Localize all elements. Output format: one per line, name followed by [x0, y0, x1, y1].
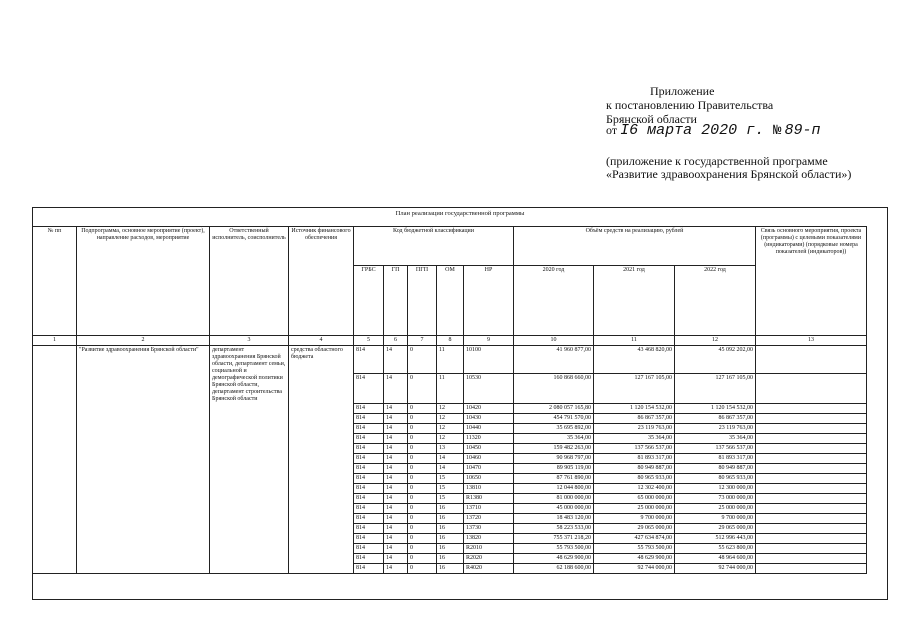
amount-2022-cell: 35 364,00: [675, 434, 756, 444]
pgp-cell: 0: [408, 534, 437, 544]
decree-date-line: [606, 124, 821, 138]
col-number: 6: [384, 336, 408, 346]
pgp-cell: 0: [408, 464, 437, 474]
pgp-cell: 0: [408, 444, 437, 454]
amount-2020-cell: 90 968 797,00: [514, 454, 594, 464]
amount-2022-cell: 55 623 800,00: [675, 544, 756, 554]
amount-2021-cell: 80 949 887,00: [594, 464, 675, 474]
amount-2022-cell: 73 000 000,00: [675, 494, 756, 504]
col-head-2020: 2020 год: [514, 266, 594, 336]
om-cell: 16: [437, 534, 464, 544]
amount-2021-cell: 80 965 933,00: [594, 474, 675, 484]
link-cell: [756, 524, 867, 534]
amount-2020-cell: 35 695 892,00: [514, 424, 594, 434]
grbs-cell: 814: [354, 554, 384, 564]
col-head-2022: 2022 год: [675, 266, 756, 336]
amount-2020-cell: 160 868 660,00: [514, 374, 594, 404]
executor-cell: департамент здравоохранения Брянской области, департамент семьи, социальной и демографической политики Брянской области, департамент строительства Брянской области: [210, 346, 289, 574]
amount-2022-cell: 92 744 000,00: [675, 564, 756, 574]
col-head-2021: 2021 год: [594, 266, 675, 336]
amount-2020-cell: 35 364,00: [514, 434, 594, 444]
col-head-volume: Объём средств на реализацию, рублей: [514, 227, 756, 266]
om-cell: 13: [437, 444, 464, 454]
data-rows: [33, 346, 867, 574]
amount-2021-cell: 35 364,00: [594, 434, 675, 444]
plan-table: [32, 226, 867, 574]
link-cell: [756, 454, 867, 464]
decree-reference: к постановлению Правительства: [606, 98, 774, 112]
om-cell: 14: [437, 454, 464, 464]
amount-2020-cell: 48 629 900,00: [514, 554, 594, 564]
nr-cell: 10440: [464, 424, 514, 434]
amount-2022-cell: 1 120 154 532,00: [675, 404, 756, 414]
amount-2020-cell: 12 044 800,00: [514, 484, 594, 494]
link-cell: [756, 514, 867, 524]
nr-cell: 11320: [464, 434, 514, 444]
gp-cell: 14: [384, 494, 408, 504]
col-head-om: ОМ: [437, 266, 464, 336]
nr-cell: 13730: [464, 524, 514, 534]
pgp-cell: 0: [408, 346, 437, 374]
grbs-cell: 814: [354, 454, 384, 464]
pgp-cell: 0: [408, 454, 437, 464]
link-cell: [756, 464, 867, 474]
amount-2021-cell: 12 302 400,00: [594, 484, 675, 494]
col-number: 2: [77, 336, 210, 346]
grbs-cell: 814: [354, 374, 384, 404]
col-head-source: Источник финансового обеспечения: [289, 227, 354, 336]
nr-cell: 10450: [464, 444, 514, 454]
grbs-cell: 814: [354, 524, 384, 534]
gp-cell: 14: [384, 434, 408, 444]
link-cell: [756, 474, 867, 484]
nr-cell: 13820: [464, 534, 514, 544]
gp-cell: 14: [384, 346, 408, 374]
grbs-cell: 814: [354, 564, 384, 574]
amount-2022-cell: 23 119 763,00: [675, 424, 756, 434]
col-number: 1: [33, 336, 77, 346]
link-cell: [756, 534, 867, 544]
col-head-num: № пп: [33, 227, 77, 336]
grbs-cell: 814: [354, 534, 384, 544]
link-cell: [756, 564, 867, 574]
om-cell: 12: [437, 414, 464, 424]
grbs-cell: 814: [354, 504, 384, 514]
amount-2022-cell: 127 167 105,00: [675, 374, 756, 404]
amount-2021-cell: 25 000 000,00: [594, 504, 675, 514]
program-name-cell: "Развитие здравоохранения Брянской области": [77, 346, 210, 574]
gp-cell: 14: [384, 464, 408, 474]
link-cell: [756, 484, 867, 494]
col-head-nr: НР: [464, 266, 514, 336]
gp-cell: 14: [384, 564, 408, 574]
col-head-budget-code: Код бюджетной классификации: [354, 227, 514, 266]
amount-2022-cell: 81 893 317,00: [675, 454, 756, 464]
om-cell: 16: [437, 564, 464, 574]
amount-2021-cell: 81 893 317,00: [594, 454, 675, 464]
amount-2021-cell: 29 065 000,00: [594, 524, 675, 534]
amount-2022-cell: 45 092 202,00: [675, 346, 756, 374]
gp-cell: 14: [384, 404, 408, 414]
col-number: 4: [289, 336, 354, 346]
amount-2021-cell: 137 566 537,00: [594, 444, 675, 454]
gp-cell: 14: [384, 474, 408, 484]
om-cell: 16: [437, 544, 464, 554]
om-cell: 15: [437, 494, 464, 504]
nr-cell: 10420: [464, 404, 514, 414]
link-cell: [756, 414, 867, 424]
col-head-subprogram: Подпрограмма, основное мероприятие (проект), направление расходов, мероприятие: [77, 227, 210, 336]
source-cell: средства областного бюджета: [289, 346, 354, 574]
nr-cell: 10430: [464, 414, 514, 424]
amount-2020-cell: 41 960 877,00: [514, 346, 594, 374]
gp-cell: 14: [384, 524, 408, 534]
date-prefix: от: [606, 123, 618, 137]
nr-cell: R2010: [464, 544, 514, 554]
region-name: Брянской области: [606, 112, 697, 126]
nr-cell: 10460: [464, 454, 514, 464]
gp-cell: 14: [384, 444, 408, 454]
col-number: 12: [675, 336, 756, 346]
nr-cell: R2020: [464, 554, 514, 564]
nr-cell: 10650: [464, 474, 514, 484]
pgp-cell: 0: [408, 434, 437, 444]
col-number: 9: [464, 336, 514, 346]
col-head-grbs: ГРБС: [354, 266, 384, 336]
pgp-cell: 0: [408, 504, 437, 514]
gp-cell: 14: [384, 484, 408, 494]
amount-2020-cell: 55 793 500,00: [514, 544, 594, 554]
header-row-1: [33, 227, 867, 266]
pgp-cell: 0: [408, 544, 437, 554]
grbs-cell: 814: [354, 514, 384, 524]
col-number: 7: [408, 336, 437, 346]
amount-2022-cell: 12 300 000,00: [675, 484, 756, 494]
link-cell: [756, 424, 867, 434]
amount-2020-cell: 81 000 000,00: [514, 494, 594, 504]
plan-table-title: План реализации государственной программы: [395, 210, 525, 217]
grbs-cell: 814: [354, 444, 384, 454]
gp-cell: 14: [384, 514, 408, 524]
gp-cell: 14: [384, 374, 408, 404]
om-cell: 12: [437, 434, 464, 444]
link-cell: [756, 374, 867, 404]
row-number-cell: [33, 346, 77, 574]
grbs-cell: 814: [354, 494, 384, 504]
om-cell: 14: [437, 464, 464, 474]
amount-2022-cell: 86 867 357,00: [675, 414, 756, 424]
grbs-cell: 814: [354, 464, 384, 474]
link-cell: [756, 504, 867, 514]
pgp-cell: 0: [408, 554, 437, 564]
pgp-cell: 0: [408, 374, 437, 404]
amount-2021-cell: 23 119 763,00: [594, 424, 675, 434]
nr-cell: 10530: [464, 374, 514, 404]
col-head-pgp: ПГП: [408, 266, 437, 336]
amount-2021-cell: 1 120 154 532,00: [594, 404, 675, 414]
amount-2021-cell: 65 000 000,00: [594, 494, 675, 504]
nr-cell: R4020: [464, 564, 514, 574]
link-cell: [756, 434, 867, 444]
grbs-cell: 814: [354, 474, 384, 484]
nr-cell: 10100: [464, 346, 514, 374]
amount-2022-cell: 25 000 000,00: [675, 504, 756, 514]
grbs-cell: 814: [354, 424, 384, 434]
amount-2020-cell: 89 905 119,00: [514, 464, 594, 474]
amount-2020-cell: 18 483 120,00: [514, 514, 594, 524]
gp-cell: 14: [384, 544, 408, 554]
amount-2020-cell: 45 000 000,00: [514, 504, 594, 514]
amount-2021-cell: 48 629 900,00: [594, 554, 675, 564]
col-number: 5: [354, 336, 384, 346]
link-cell: [756, 346, 867, 374]
table-row: [33, 346, 867, 374]
col-number: 3: [210, 336, 289, 346]
col-number: 11: [594, 336, 675, 346]
grbs-cell: 814: [354, 484, 384, 494]
amount-2021-cell: 127 167 105,00: [594, 374, 675, 404]
om-cell: 16: [437, 504, 464, 514]
program-note-line2: «Развитие здравоохранения Брянской области»): [606, 167, 852, 181]
grbs-cell: 814: [354, 404, 384, 414]
amount-2020-cell: 87 761 890,00: [514, 474, 594, 484]
amount-2021-cell: 86 867 357,00: [594, 414, 675, 424]
om-cell: 12: [437, 424, 464, 434]
pgp-cell: 0: [408, 414, 437, 424]
gp-cell: 14: [384, 424, 408, 434]
om-cell: 11: [437, 374, 464, 404]
link-cell: [756, 544, 867, 554]
link-cell: [756, 444, 867, 454]
link-cell: [756, 404, 867, 414]
om-cell: 16: [437, 514, 464, 524]
amount-2021-cell: 9 700 000,00: [594, 514, 675, 524]
nr-cell: 13710: [464, 504, 514, 514]
grbs-cell: 814: [354, 346, 384, 374]
gp-cell: 14: [384, 454, 408, 464]
om-cell: 15: [437, 484, 464, 494]
nr-cell: 13720: [464, 514, 514, 524]
amount-2020-cell: 58 223 533,00: [514, 524, 594, 534]
amount-2021-cell: 43 468 820,00: [594, 346, 675, 374]
grbs-cell: 814: [354, 434, 384, 444]
decree-date: I6 марта 2020 г.: [620, 122, 765, 139]
decree-number: 89-п: [784, 122, 821, 139]
pgp-cell: 0: [408, 474, 437, 484]
nr-cell: R1380: [464, 494, 514, 504]
amount-2022-cell: 80 965 933,00: [675, 474, 756, 484]
amount-2020-cell: 159 482 263,00: [514, 444, 594, 454]
col-number: 10: [514, 336, 594, 346]
nr-cell: 10470: [464, 464, 514, 474]
col-head-link: Связь основного мероприятия, проекта (программы) с целевыми показателями (индикаторами) (порядковые номера показателей (индикаторов)): [756, 227, 867, 336]
amount-2022-cell: 137 566 537,00: [675, 444, 756, 454]
amount-2021-cell: 427 634 874,00: [594, 534, 675, 544]
amount-2022-cell: 29 065 000,00: [675, 524, 756, 534]
amount-2022-cell: 80 949 887,00: [675, 464, 756, 474]
appendix-title: Приложение: [650, 84, 715, 98]
om-cell: 15: [437, 474, 464, 484]
column-number-row: [33, 336, 867, 346]
gp-cell: 14: [384, 534, 408, 544]
om-cell: 16: [437, 524, 464, 534]
gp-cell: 14: [384, 414, 408, 424]
pgp-cell: 0: [408, 494, 437, 504]
pgp-cell: 0: [408, 484, 437, 494]
number-prefix: №: [773, 123, 782, 139]
amount-2020-cell: 755 371 218,20: [514, 534, 594, 544]
amount-2022-cell: 9 700 000,00: [675, 514, 756, 524]
gp-cell: 14: [384, 554, 408, 564]
pgp-cell: 0: [408, 564, 437, 574]
amount-2020-cell: 2 080 057 165,80: [514, 404, 594, 414]
amount-2022-cell: 48 964 600,00: [675, 554, 756, 564]
amount-2021-cell: 92 744 000,00: [594, 564, 675, 574]
col-head-gp: ГП: [384, 266, 408, 336]
grbs-cell: 814: [354, 414, 384, 424]
nr-cell: 13810: [464, 484, 514, 494]
col-head-executor: Ответственный исполнитель, соисполнитель: [210, 227, 289, 336]
amount-2020-cell: 62 188 600,00: [514, 564, 594, 574]
amount-2022-cell: 512 996 443,00: [675, 534, 756, 544]
pgp-cell: 0: [408, 424, 437, 434]
link-cell: [756, 494, 867, 504]
pgp-cell: 0: [408, 524, 437, 534]
gp-cell: 14: [384, 504, 408, 514]
grbs-cell: 814: [354, 544, 384, 554]
col-number: 13: [756, 336, 867, 346]
link-cell: [756, 554, 867, 564]
amount-2021-cell: 55 793 500,00: [594, 544, 675, 554]
pgp-cell: 0: [408, 514, 437, 524]
om-cell: 11: [437, 346, 464, 374]
col-number: 8: [437, 336, 464, 346]
program-note-line1: (приложение к государственной программе: [606, 154, 828, 168]
pgp-cell: 0: [408, 404, 437, 414]
om-cell: 12: [437, 404, 464, 414]
om-cell: 16: [437, 554, 464, 564]
amount-2020-cell: 454 791 570,00: [514, 414, 594, 424]
